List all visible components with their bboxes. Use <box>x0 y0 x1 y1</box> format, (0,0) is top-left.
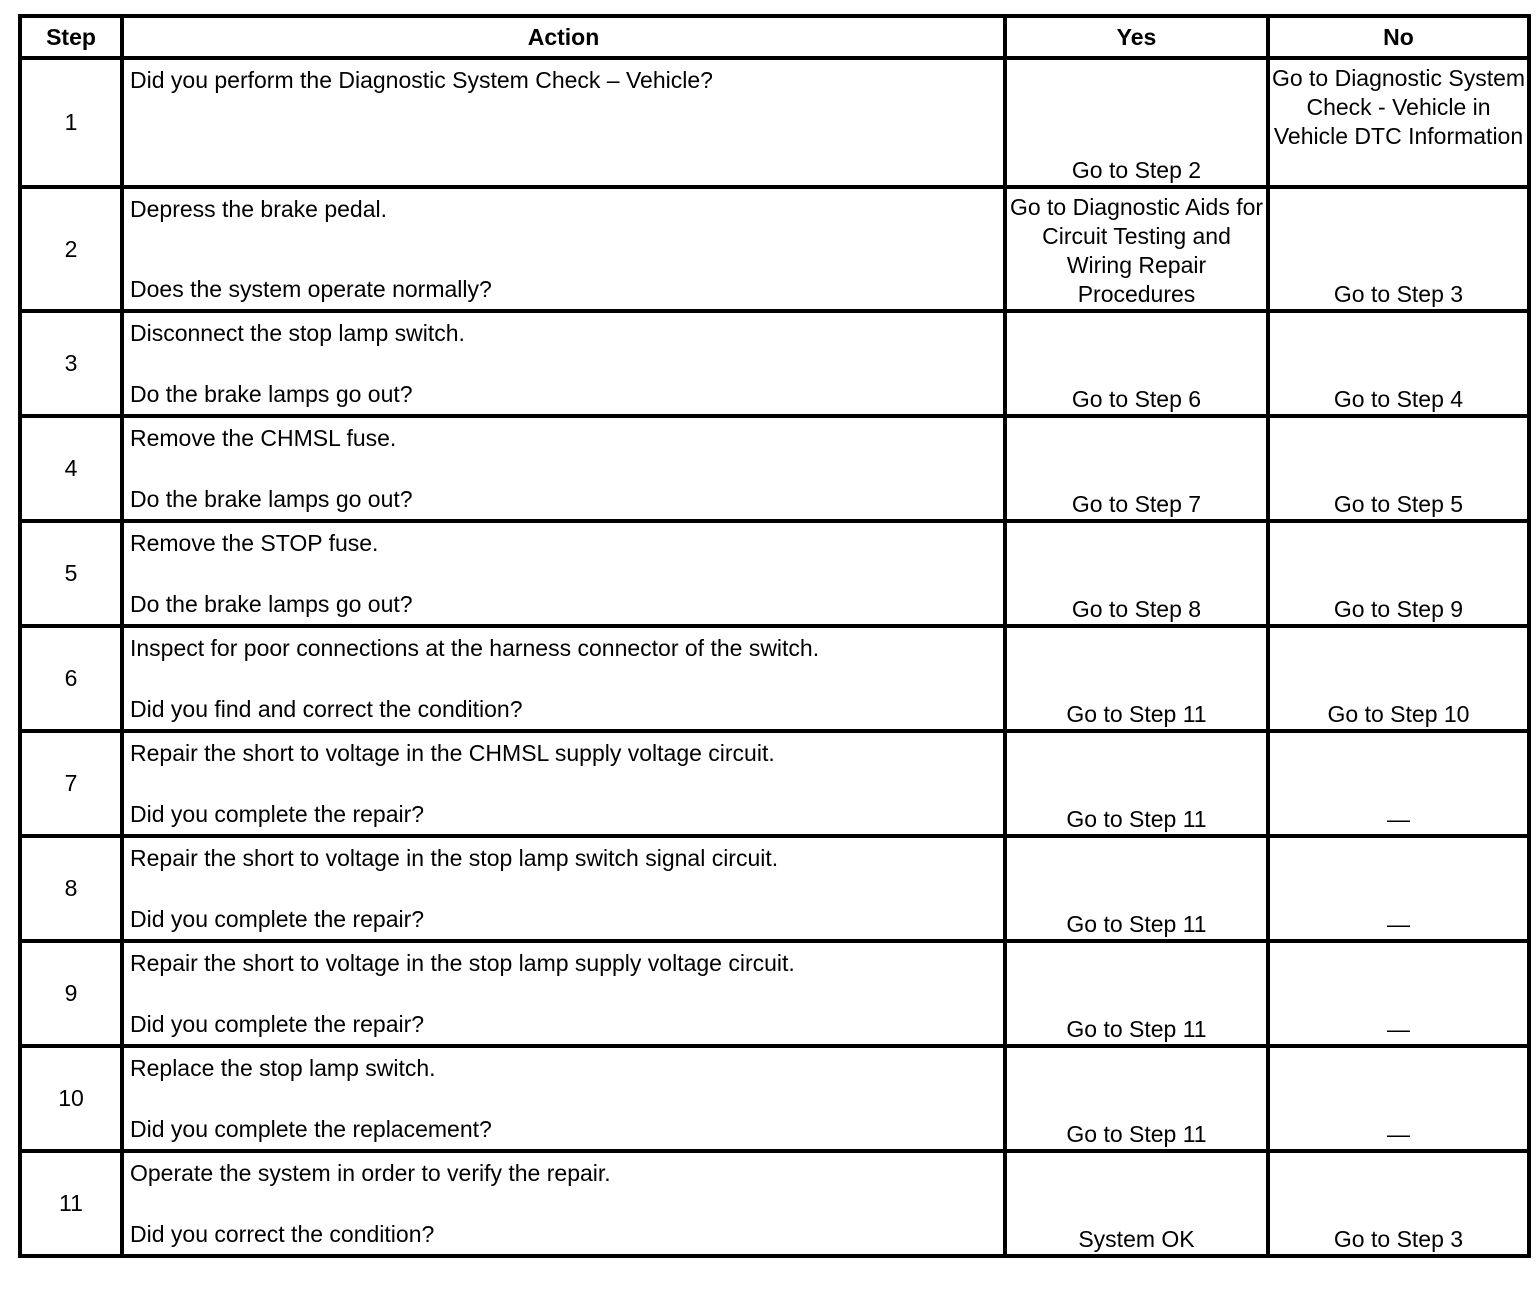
step-number: 3 <box>20 311 122 416</box>
step-number: 9 <box>20 941 122 1046</box>
action-instruction: Repair the short to voltage in the stop lamp supply voltage circuit. <box>130 950 795 976</box>
action-instruction: Repair the short to voltage in the CHMSL supply voltage circuit. <box>130 740 775 766</box>
table-row <box>20 731 1529 836</box>
action-instruction: Inspect for poor connections at the harness connector of the switch. <box>130 635 820 661</box>
step-number: 5 <box>20 521 122 626</box>
yes-cell: Go to Step 11 <box>1005 731 1268 836</box>
action-instruction: Operate the system in order to verify the repair. <box>130 1160 611 1186</box>
yes-cell: Go to Diagnostic Aids for Circuit Testing and Wiring Repair Procedures <box>1005 187 1268 311</box>
step-number: 10 <box>20 1046 122 1151</box>
yes-cell: Go to Step 11 <box>1005 1046 1268 1151</box>
action-question: Do the brake lamps go out? <box>130 381 413 407</box>
step-number: 7 <box>20 731 122 836</box>
yes-cell: System OK <box>1005 1151 1268 1256</box>
no-cell: — <box>1268 731 1529 836</box>
table-row <box>20 58 1529 187</box>
step-number: 2 <box>20 187 122 311</box>
action-cell <box>122 1151 1005 1256</box>
action-cell <box>122 731 1005 836</box>
step-number: 4 <box>20 416 122 521</box>
table-row <box>20 416 1529 521</box>
action-question: Did you complete the repair? <box>130 801 425 827</box>
yes-cell: Go to Step 11 <box>1005 836 1268 941</box>
action-instruction: Replace the stop lamp switch. <box>130 1055 436 1081</box>
action-cell <box>122 941 1005 1046</box>
step-number: 11 <box>20 1151 122 1256</box>
action-instruction: Repair the short to voltage in the stop lamp switch signal circuit. <box>130 845 779 871</box>
table-row <box>20 626 1529 731</box>
action-question: Did you complete the repair? <box>130 1011 425 1037</box>
action-cell <box>122 187 1005 311</box>
action-cell <box>122 1046 1005 1151</box>
no-cell: Go to Step 4 <box>1268 311 1529 416</box>
yes-cell: Go to Step 8 <box>1005 521 1268 626</box>
action-cell <box>122 626 1005 731</box>
table-row <box>20 521 1529 626</box>
table-row <box>20 1151 1529 1256</box>
action-question: Do the brake lamps go out? <box>130 591 413 617</box>
header-step: Step <box>20 16 122 58</box>
header-action: Action <box>122 16 1005 58</box>
action-instruction: Remove the CHMSL fuse. <box>130 425 397 451</box>
action-cell <box>122 836 1005 941</box>
no-cell: — <box>1268 941 1529 1046</box>
table-row <box>20 941 1529 1046</box>
yes-cell: Go to Step 6 <box>1005 311 1268 416</box>
action-cell <box>122 311 1005 416</box>
action-question: Did you complete the replacement? <box>130 1116 492 1142</box>
no-cell: Go to Step 5 <box>1268 416 1529 521</box>
table-row <box>20 1046 1529 1151</box>
action-instruction: Disconnect the stop lamp switch. <box>130 320 465 346</box>
yes-cell: Go to Step 11 <box>1005 626 1268 731</box>
no-cell: Go to Step 3 <box>1268 187 1529 311</box>
no-cell: Go to Step 3 <box>1268 1151 1529 1256</box>
table-row <box>20 187 1529 311</box>
action-cell <box>122 521 1005 626</box>
no-cell: — <box>1268 836 1529 941</box>
action-question: Does the system operate normally? <box>130 276 492 302</box>
action-cell <box>122 416 1005 521</box>
action-question: Did you complete the repair? <box>130 906 425 932</box>
action-instruction: Did you perform the Diagnostic System Check – Vehicle? <box>130 67 713 93</box>
no-cell: Go to Diagnostic System Check - Vehicle in Vehicle DTC Information <box>1268 58 1529 187</box>
header-no: No <box>1268 16 1529 58</box>
no-cell: Go to Step 10 <box>1268 626 1529 731</box>
action-question: Do the brake lamps go out? <box>130 486 413 512</box>
yes-cell: Go to Step 2 <box>1005 58 1268 187</box>
action-question: Did you find and correct the condition? <box>130 696 523 722</box>
step-number: 1 <box>20 58 122 187</box>
table-row <box>20 836 1529 941</box>
action-instruction: Depress the brake pedal. <box>130 196 387 222</box>
header-row <box>20 16 1529 58</box>
yes-cell: Go to Step 7 <box>1005 416 1268 521</box>
step-number: 8 <box>20 836 122 941</box>
no-cell: — <box>1268 1046 1529 1151</box>
yes-cell: Go to Step 11 <box>1005 941 1268 1046</box>
header-yes: Yes <box>1005 16 1268 58</box>
table-row <box>20 311 1529 416</box>
action-cell <box>122 58 1005 187</box>
diagnostic-table <box>18 14 1531 1258</box>
no-cell: Go to Step 9 <box>1268 521 1529 626</box>
action-question: Did you correct the condition? <box>130 1221 435 1247</box>
step-number: 6 <box>20 626 122 731</box>
action-instruction: Remove the STOP fuse. <box>130 530 379 556</box>
